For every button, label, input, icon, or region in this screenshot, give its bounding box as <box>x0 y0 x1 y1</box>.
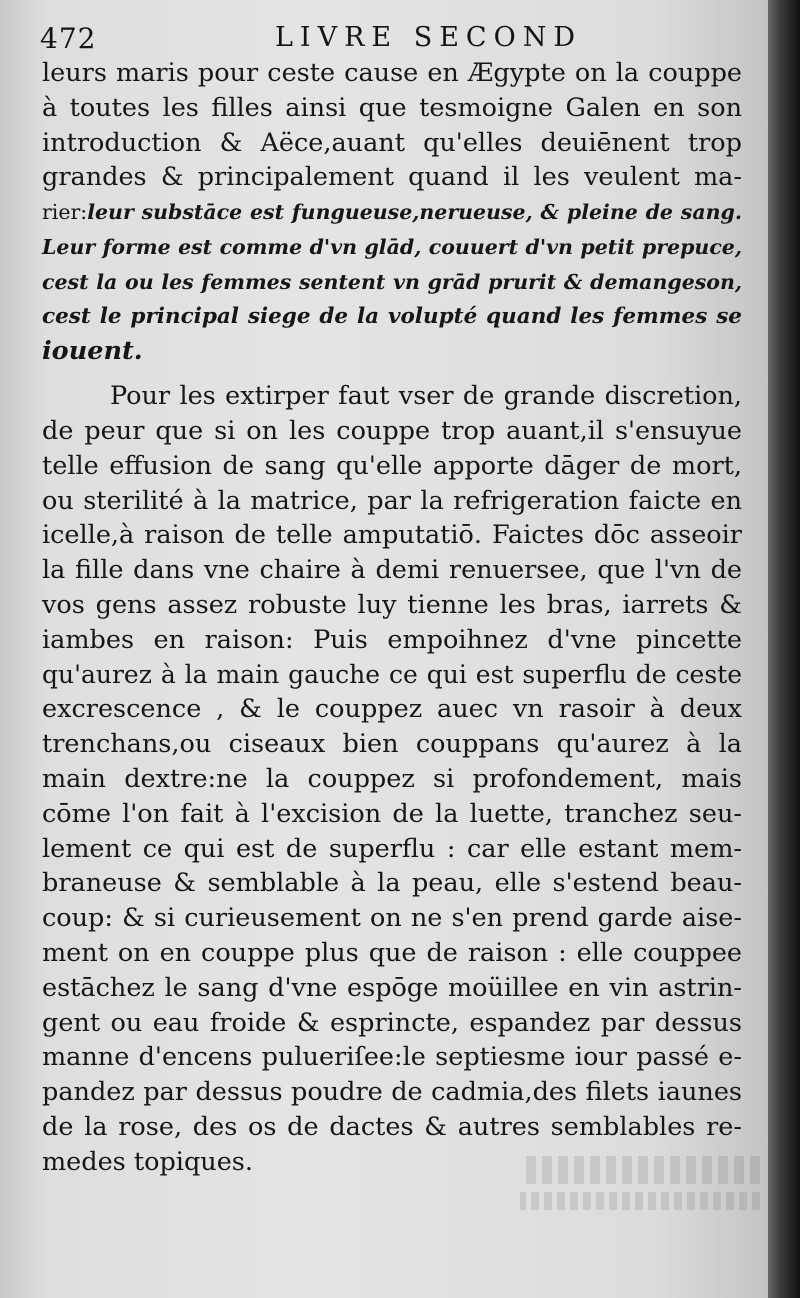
text-line: grandes & principalement quand il les veulent ma- <box>42 162 742 193</box>
text-line: coup: & si curieusement on ne s'en prend garde aise- <box>42 903 742 934</box>
body-text <box>42 56 742 1180</box>
italic-line: cest le principal siege de la volupté quand les femmes se <box>42 303 742 329</box>
running-title: LIVRE SECOND <box>275 22 582 53</box>
text-line: de la rose, des os de dactes & autres semblables re- <box>42 1111 742 1142</box>
text-line: ou sterilité à la matrice, par la refrigeration faicte en <box>42 485 742 516</box>
text-line: medes topiques. <box>42 1146 253 1177</box>
text-line: excrescence , & le couppez auec vn rasoir à deux <box>42 694 742 725</box>
bleed-through-shadow <box>520 1150 760 1210</box>
text-line: Pour les extirper faut vser de grande discretion, <box>110 381 742 412</box>
text-line: leurs maris pour ceste cause en Ægypte on la couppe <box>42 58 742 88</box>
text-line: à toutes les filles ainsi que tesmoigne Galen en son <box>42 92 742 123</box>
text-line: ment on en couppe plus que de raison : elle couppee <box>42 937 742 968</box>
text-line: lement ce qui est de superflu : car elle estant mem- <box>42 833 742 864</box>
italic-line: iouent. <box>42 336 143 367</box>
text-line: qu'aurez à la main gauche ce qui est superflu de ceste <box>42 659 742 689</box>
text-line: braneuse & semblable à la peau, elle s'estend beau- <box>42 868 742 899</box>
text-line: telle effusion de sang qu'elle apporte dāger de mort, <box>42 450 742 481</box>
binding-shadow <box>768 0 800 1298</box>
text-line: cōme l'on fait à l'excision de la luette, tranchez seu- <box>42 798 742 829</box>
text-line: vos gens assez robuste luy tienne les bras, iarrets & <box>42 589 742 620</box>
text-line: icelle,à raison de telle amputatiō. Faictes dōc asseoir <box>42 520 742 551</box>
text-line: gent ou eau froide & esprincte, espandez par dessus <box>42 1007 742 1038</box>
paragraph-gap <box>42 369 742 379</box>
italic-line: Leur forme est comme d'vn glād, couuert d'vn petit prepuce, <box>42 234 742 259</box>
text-line: iambes en raison: Puis empoihnez d'vne pincette <box>42 624 742 655</box>
text-roman: rier: <box>42 200 88 225</box>
page-number: 472 <box>40 22 97 55</box>
text-line-mixed <box>42 195 742 230</box>
text-line: la fille dans vne chaire à demi renuersee, que l'vn de <box>42 555 742 586</box>
text-line: trenchans,ou ciseaux bien couppans qu'aurez à la <box>42 729 742 760</box>
text-line: pandez par dessus poudre de cadmia,des filets iaunes <box>42 1077 742 1108</box>
italic-line: cest la ou les femmes sentent vn grād prurit & demangeson, <box>42 269 742 294</box>
text-line: de peur que si on les couppe trop auant,il s'ensuyue <box>42 415 742 446</box>
text-italic: leur substāce est fungueuse,nerueuse, & pleine de sang. <box>87 200 742 225</box>
text-line: manne d'encens pulueriſee:le septiesme iour passé e- <box>42 1042 742 1073</box>
text-line: main dextre:ne la couppez si profondement, mais <box>42 763 742 794</box>
running-head <box>40 18 760 58</box>
text-line: introduction & Aëce,auant qu'elles deuiēnent trop <box>42 127 742 158</box>
text-line: estāchez le sang d'vne espōge moüillee en vin astrin- <box>42 972 742 1003</box>
